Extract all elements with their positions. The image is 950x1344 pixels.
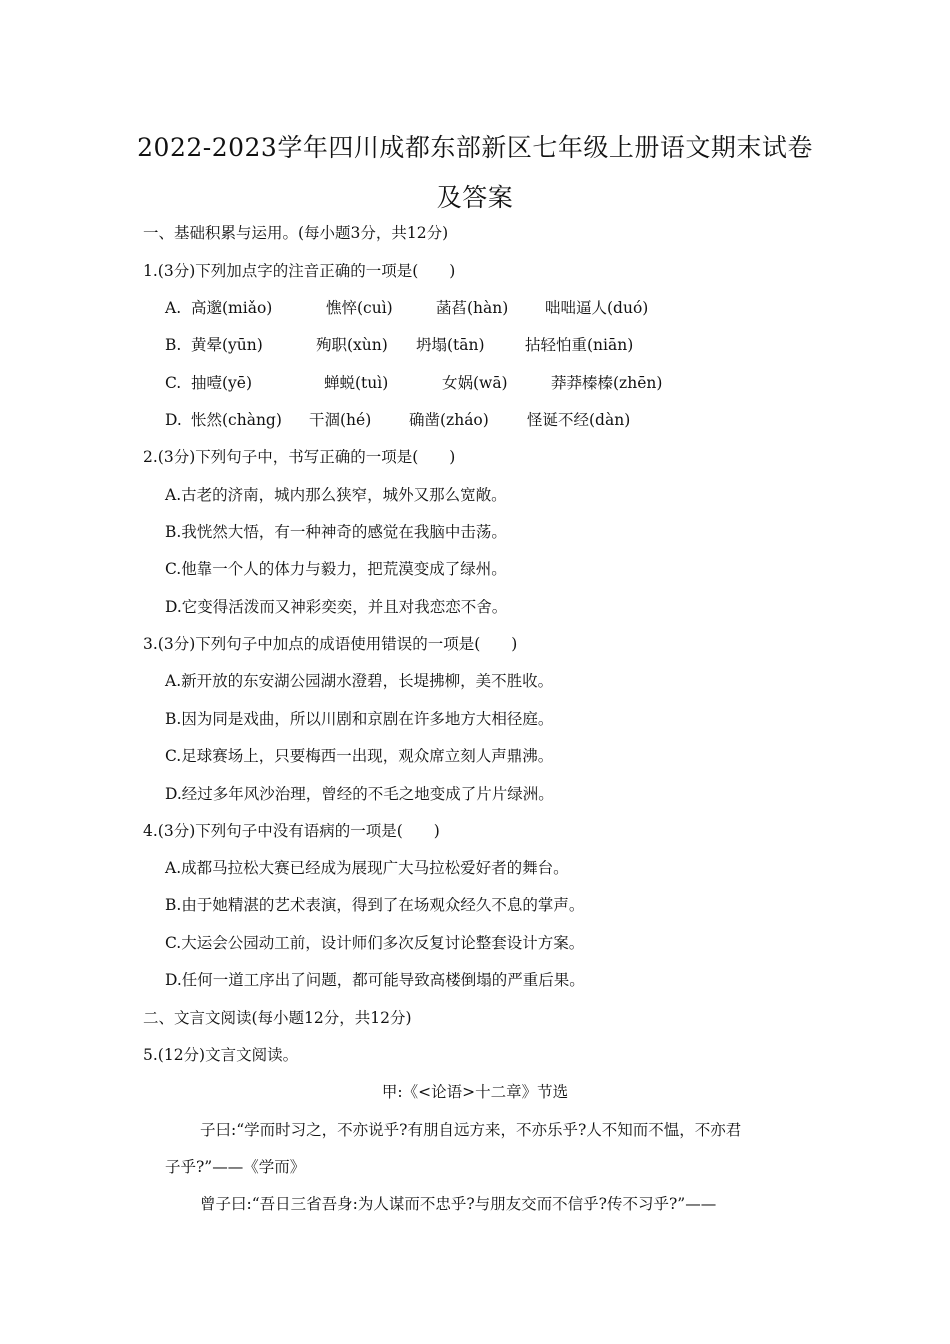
option-item: 确凿(zháo) [409,411,489,429]
document-title-line-1: 2022-2023学年四川成都东部新区七年级上册语文期末试卷 [137,133,813,162]
question-2-option-a: A.古老的济南，城内那么狭窄，城外又那么宽敞。 [165,486,507,504]
option-label: B. [165,336,182,354]
option-label: D. [165,411,182,429]
option-label: C. [165,374,182,392]
option-item: 咄咄逼人(duó) [545,299,649,317]
question-4-stem: 4.(3分)下列句子中没有语病的一项是( ) [143,822,440,840]
section-heading-basics: 一、基础积累与运用。(每小题3分，共12分) [143,224,449,242]
question-2-option-c: C.他靠一个人的体力与毅力，把荒漠变成了绿州。 [165,560,507,578]
question-4-option-a: A.成都马拉松大赛已经成为展现广大马拉松爱好者的舞台。 [165,859,569,877]
option-item: 殉职(xùn) [316,336,388,354]
question-4-option-c: C.大运会公园动工前，设计师们多次反复讨论整套设计方案。 [165,934,585,952]
option-item: 抽噎(yē) [191,374,253,392]
option-item: 黄晕(yūn) [191,336,263,354]
option-item: 高邈(miǎo) [191,299,273,317]
question-1-stem: 1.(3分)下列加点字的注音正确的一项是( ) [143,262,456,280]
option-label: A. [165,299,182,317]
question-2-option-b: B.我恍然大悟，有一种神奇的感觉在我脑中击荡。 [165,523,507,541]
option-item: 干涸(hé) [309,411,372,429]
option-item: 憔悴(cuì) [326,299,393,317]
question-2-option-d: D.它变得活泼而又神彩奕奕，并且对我恋恋不舍。 [165,598,508,616]
question-1-option-a [165,298,648,318]
option-item: 怅然(chàng) [191,411,282,429]
passage-paragraph-2-line-1: 曾子曰:“吾日三省吾身:为人谋而不忠乎?与朋友交而不信乎?传不习乎?”—— [200,1195,717,1213]
option-item: 菡萏(hàn) [436,299,509,317]
question-3-option-a: A.新开放的东安湖公园湖水澄碧，长堤拂柳，美不胜收。 [165,672,554,690]
option-item: 拈轻怕重(niān) [525,336,634,354]
question-1-option-d [165,410,630,430]
question-4-option-b: B.由于她精湛的艺术表演，得到了在场观众经久不息的掌声。 [165,896,585,914]
passage-paragraph-1-line-2: 子乎?”——《学而》 [165,1158,306,1176]
question-1-option-b [165,335,633,355]
option-item: 怪诞不经(dàn) [527,411,631,429]
question-3-stem: 3.(3分)下列句子中加点的成语使用错误的一项是( ) [143,635,518,653]
question-1-option-c [165,373,662,393]
question-2-stem: 2.(3分)下列句子中，书写正确的一项是( ) [143,448,456,466]
question-3-option-d: D.经过多年风沙治理，曾经的不毛之地变成了片片绿洲。 [165,785,554,803]
question-4-option-d: D.任何一道工序出了问题，都可能导致高楼倒塌的严重后果。 [165,971,585,989]
passage-paragraph-1-line-1: 子曰:“学而时习之，不亦说乎?有朋自远方来，不亦乐乎?人不知而不愠，不亦君 [200,1121,742,1139]
option-item: 蝉蜕(tuì) [324,374,389,392]
section-heading-classical: 二、文言文阅读(每小题12分，共12分) [143,1009,412,1027]
option-item: 坍塌(tān) [416,336,485,354]
passage-title: 甲:《<论语>十二章》节选 [381,1083,569,1101]
option-item: 女娲(wā) [442,374,508,392]
document-title-line-2: 及答案 [436,183,514,212]
option-item: 莽莽榛榛(zhēn) [551,374,663,392]
question-5-stem: 5.(12分)文言文阅读。 [143,1046,299,1064]
question-3-option-c: C.足球赛场上，只要梅西一出现，观众席立刻人声鼎沸。 [165,747,554,765]
question-3-option-b: B.因为同是戏曲，所以川剧和京剧在许多地方大相径庭。 [165,710,554,728]
